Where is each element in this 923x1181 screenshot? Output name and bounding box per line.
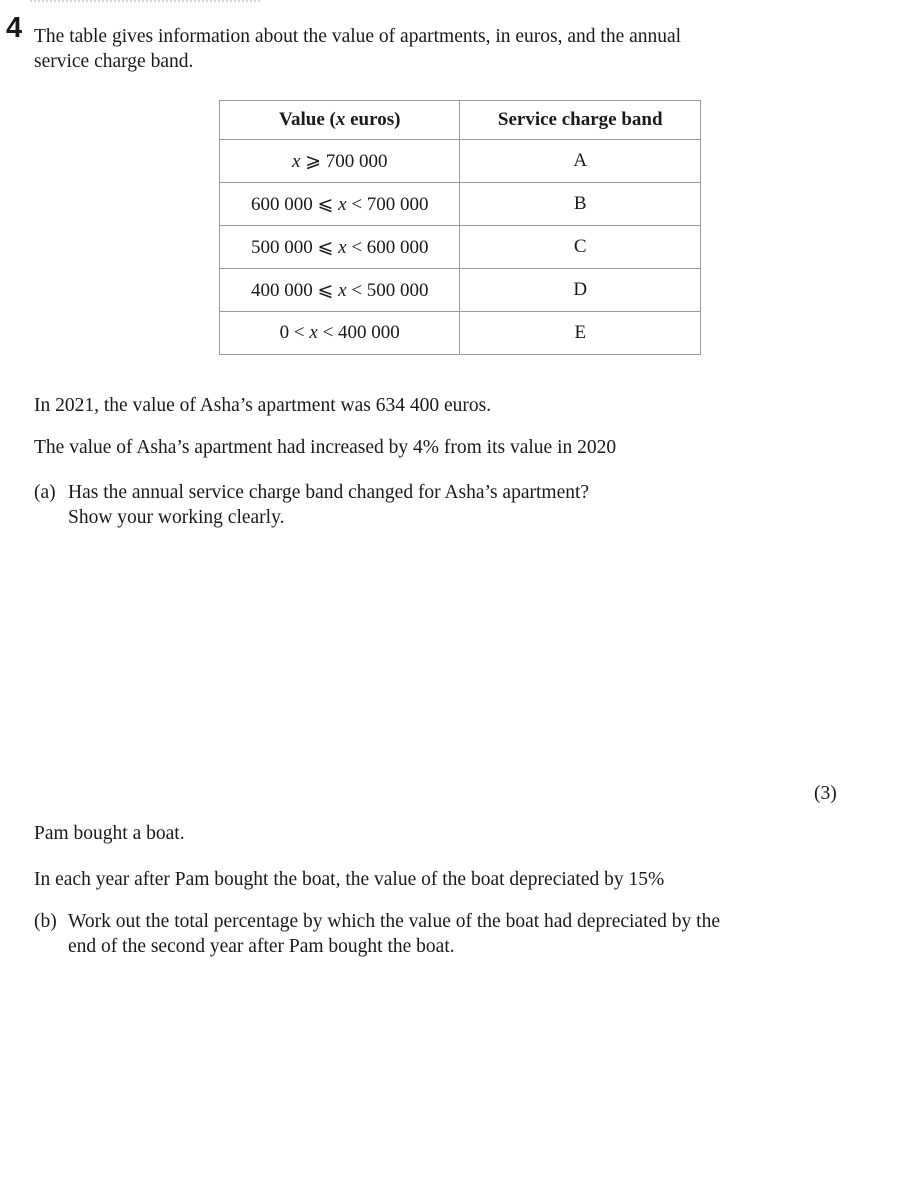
band-cell: D	[460, 269, 701, 312]
intro-line-1: The table gives information about the value of apartments, in euros, and the annual	[34, 26, 682, 47]
header-band: Service charge band	[460, 101, 701, 140]
depreciation-text: In each year after Pam bought the boat, the value of the boat depreciated by 15%	[34, 869, 665, 890]
pam-boat-text: Pam bought a boat.	[34, 823, 185, 844]
value-range-cell: 0 < x < 400 000	[220, 312, 460, 355]
table-row	[220, 312, 701, 355]
value-range-cell: 400 000 ⩽ x < 500 000	[220, 269, 460, 312]
part-b-line-2: end of the second year after Pam bought the boat.	[68, 936, 455, 957]
band-cell: E	[460, 312, 701, 355]
part-b-line-1: Work out the total percentage by which the value of the boat had depreciated by the	[68, 911, 720, 932]
value-range-cell: 600 000 ⩽ x < 700 000	[220, 183, 460, 226]
part-a-line-1: Has the annual service charge band changed for Asha’s apartment?	[68, 482, 590, 503]
value-range-cell: x ⩾ 700 000	[220, 140, 460, 183]
table-row	[220, 140, 701, 183]
part-a-label: (a)	[34, 482, 56, 503]
table-row	[220, 226, 701, 269]
header-value: Value (x euros)	[220, 101, 460, 140]
asha-increase-text: The value of Asha’s apartment had increased by 4% from its value in 2020	[34, 437, 617, 458]
question-intro	[34, 24, 681, 74]
part-a-question	[34, 480, 589, 530]
value-range-cell: 500 000 ⩽ x < 600 000	[220, 226, 460, 269]
part-b-label: (b)	[34, 911, 57, 932]
intro-line-2: service charge band.	[34, 51, 194, 72]
band-cell: C	[460, 226, 701, 269]
question-number: 4	[6, 12, 23, 44]
table-row	[220, 269, 701, 312]
band-cell: B	[460, 183, 701, 226]
part-a-marks: (3)	[814, 783, 837, 804]
part-b-question	[34, 909, 720, 959]
band-cell: A	[460, 140, 701, 183]
service-charge-table	[219, 100, 701, 355]
table-header-row	[220, 101, 701, 140]
asha-value-text: In 2021, the value of Asha’s apartment was 634 400 euros.	[34, 395, 492, 416]
part-a-line-2: Show your working clearly.	[68, 507, 285, 528]
top-cutoff-artifact	[30, 0, 260, 4]
table-row	[220, 183, 701, 226]
